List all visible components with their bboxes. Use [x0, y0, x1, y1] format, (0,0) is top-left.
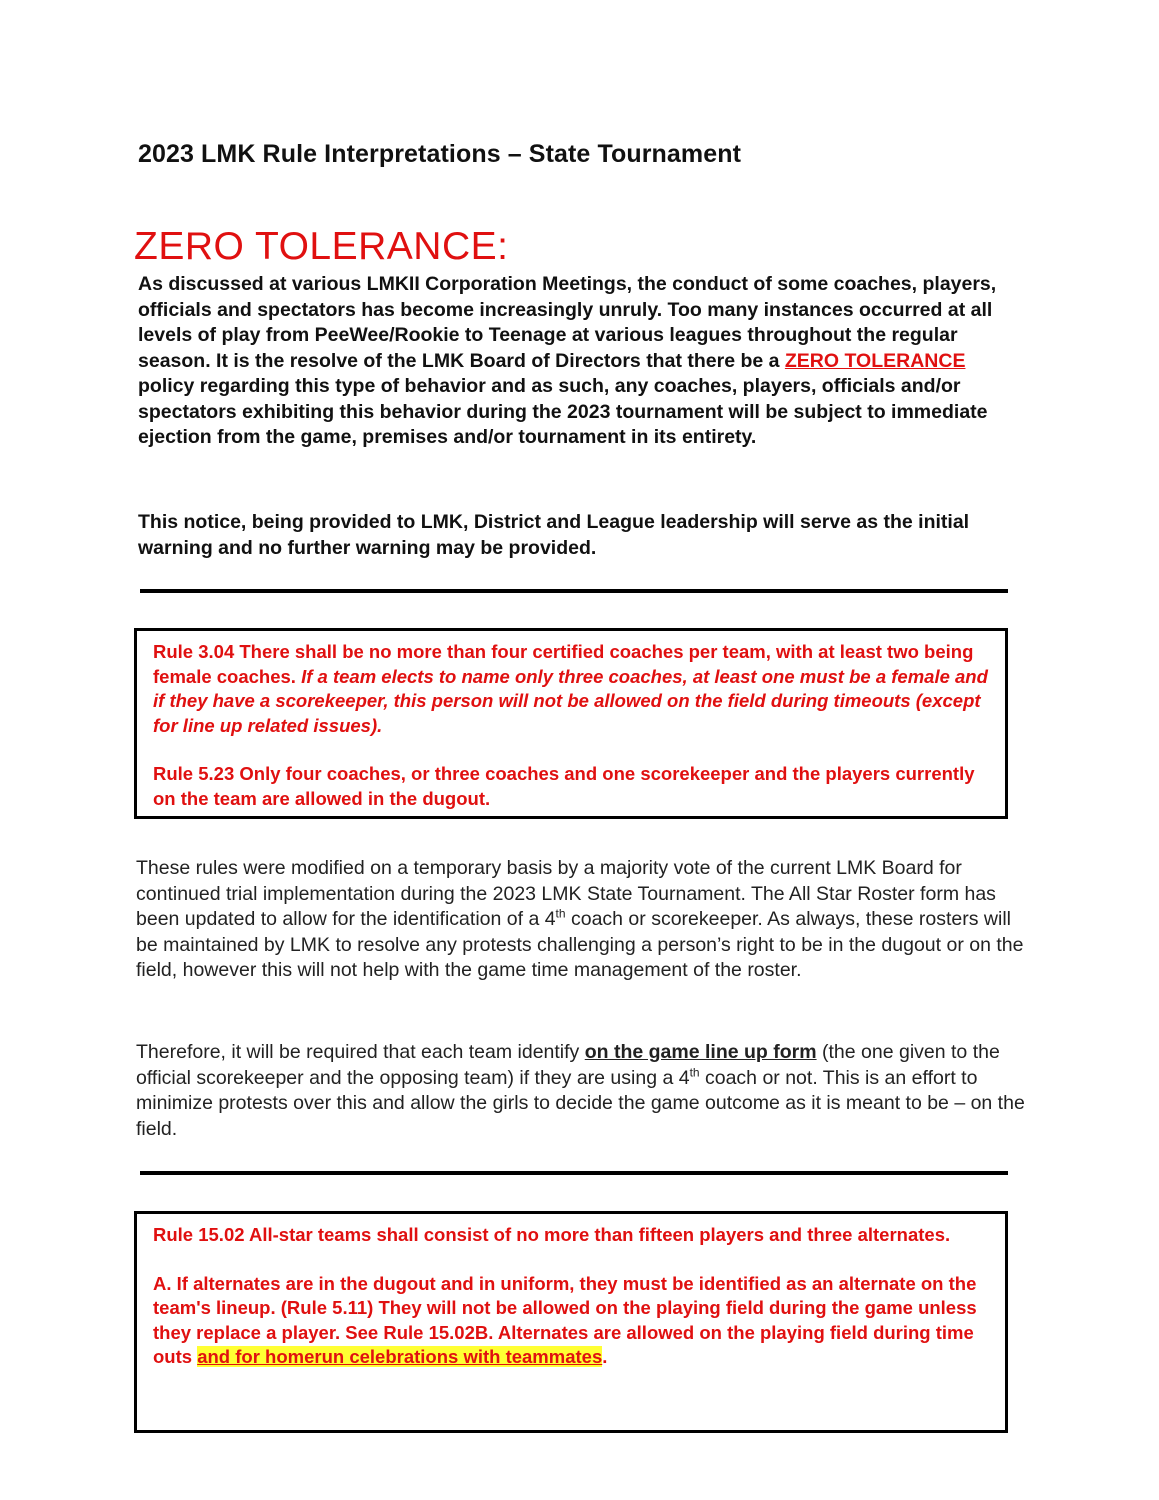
- rule-3-04-italic: If a team elects to name only three coaches, at least one must be a female and if they have a scorekeeper, this person will not be allowed on the field during timeouts (except for line up related issues).: [153, 665, 988, 736]
- rule-3-04-text: Rule 3.04 There shall be no more than four certified coaches per team, with at least two being female coaches.: [153, 641, 974, 687]
- rule-15-02: Rule 15.02 All-star teams shall consist of no more than fifteen players and three alternates.: [153, 1224, 951, 1245]
- superscript: th: [555, 906, 566, 921]
- modification-text-a: These rules were modified on a temporary basis by a majority vote of the current LMK Board for continued trial implementation during the 2023 LMK State Tournament. The All Star Roster form has been updated to allow for the identification of a 4: [136, 857, 996, 930]
- zero-tolerance-paragraph: [138, 272, 1018, 451]
- highlighted-text: and for homerun celebrations with teammates: [197, 1346, 603, 1367]
- rule-15-02-a-end: .: [602, 1346, 608, 1367]
- rules-box-alternates: [134, 1211, 1008, 1433]
- modification-paragraph: [136, 856, 1026, 984]
- zero-tolerance-text-before: As discussed at various LMKII Corporation Meetings, the conduct of some coaches, players, officials and spectators has become increasingly unruly. Too many instances occurred at all levels of play from PeeWee/Rookie to Teenage at various leagues throughout the regular season. It is the resolve of the LMK Board of Directors that there be a: [138, 273, 997, 372]
- lineup-requirement-paragraph: [136, 1040, 1026, 1142]
- zero-tolerance-emphasis: ZERO TOLERANCE: [784, 349, 966, 372]
- zero-tolerance-text-after: policy regarding this type of behavior and as such, any coaches, players, officials and/or spectators exhibiting this behavior during the 2023 tournament will be subject to immediate ejection from the game, premises and/or tournament in its entirety.: [138, 375, 988, 448]
- superscript: th: [689, 1065, 700, 1079]
- lineup-text-c: coach or not. This is an effort to minimize protests over this and allow the girls to decide the game outcome as it is meant to be – on the field.: [136, 1066, 1025, 1140]
- lineup-form-emphasis: on the game line up form: [584, 1041, 817, 1063]
- lineup-text-b: (the one given to the official scorekeeper and the opposing team) if they are using a 4: [136, 1041, 1000, 1089]
- divider-line: [140, 1171, 1008, 1175]
- rule-15-02-a: [153, 1272, 989, 1370]
- warning-notice: This notice, being provided to LMK, District and League leadership will serve as the initial warning and no further warning may be provided.: [138, 511, 970, 559]
- zero-tolerance-heading: ZERO TOLERANCE:: [134, 225, 509, 268]
- rule-3-04: [153, 640, 989, 738]
- divider-line: [140, 589, 1008, 593]
- page-title: 2023 LMK Rule Interpretations – State Tournament: [138, 140, 742, 168]
- lineup-text-a: Therefore, it will be required that each team identify: [136, 1041, 585, 1063]
- rule-15-02-a-text: A. If alternates are in the dugout and in uniform, they must be identified as an alternate on the team's lineup. (Rule 5.11) They will not be allowed on the playing field during the game unless they replace a player. See Rule 15.02B. Alternates are allowed on the playing field during time outs: [153, 1272, 977, 1367]
- rules-box-coaches: [134, 628, 1008, 819]
- rule-5-23: Rule 5.23 Only four coaches, or three coaches and one scorekeeper and the players currently on the team are allowed in the dugout.: [153, 763, 975, 809]
- modification-text-b: coach or scorekeeper. As always, these rosters will be maintained by LMK to resolve any protests challenging a person’s right to be in the dugout or on the field, however this will not help with the game time management of the roster.: [136, 908, 1024, 981]
